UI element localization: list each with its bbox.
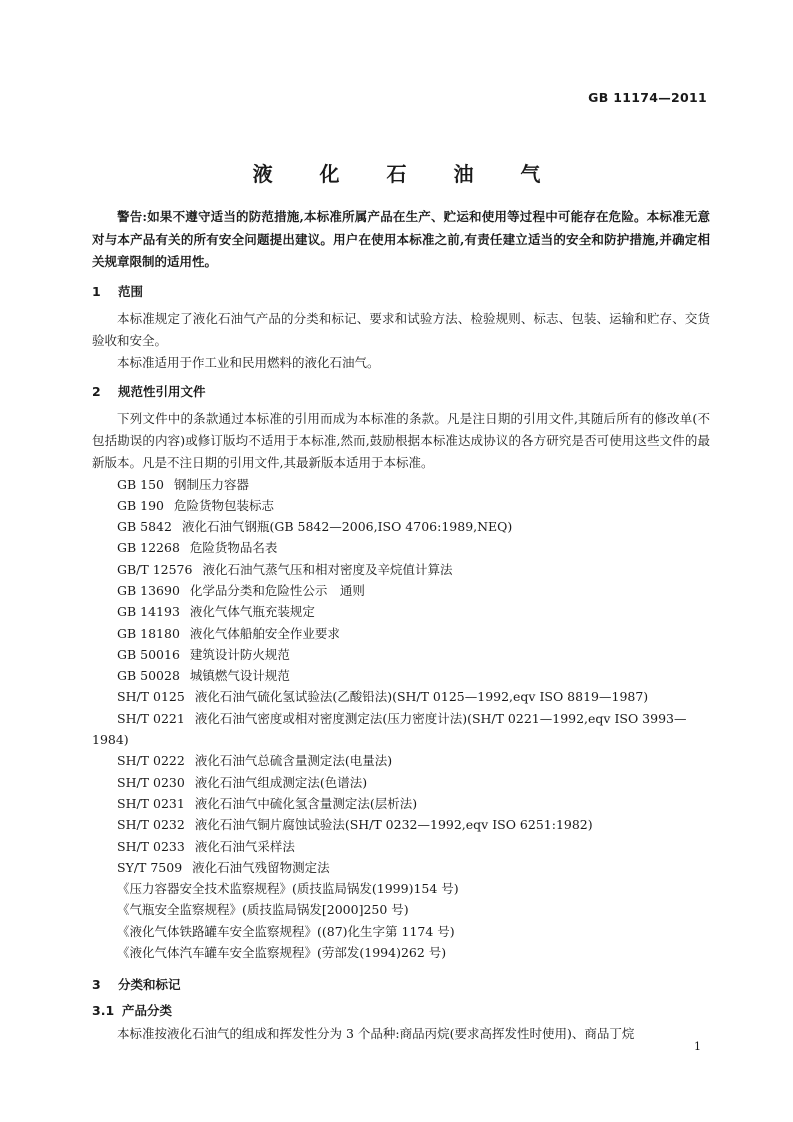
classification-paragraph: 本标准按液化石油气的组成和挥发性分为 3 个品种:商品丙烷(要求高挥发性时使用)、商品丁烷 — [117, 1026, 635, 1042]
subsection-number: 3.1 — [92, 1003, 115, 1019]
reference-item — [92, 559, 710, 580]
reference-code: GB 5842 — [117, 519, 172, 535]
reference-code: GB 14193 — [117, 604, 180, 620]
warning-paragraph: 警告:如果不遵守适当的防范措施,本标准所属产品在生产、贮运和使用等过程中可能存在危险。本标准无意对与本产品有关的所有安全问题提出建议。用户在使用本标准之前,有责任建立适当的安全和防护措施,并确定相关规章限制的适用性。 — [92, 209, 710, 269]
references-intro: 下列文件中的条款通过本标准的引用而成为本标准的条款。凡是注日期的引用文件,其随后所有的修改单(不包括勘误的内容)或修订版均不适用于本标准,然而,鼓励根据本标准达成协议的各方研究是否可使用这些文件的最新版本。凡是不注日期的引用文件,其最新版本适用于本标准。 — [92, 410, 710, 470]
reference-title: 液化石油气密度或相对密度测定法(压力密度计法)(SH/T 0221—1992,eqv ISO 3993—1984) — [92, 710, 687, 748]
reference-item — [92, 516, 710, 537]
reference-code: GB 18180 — [117, 625, 180, 641]
reference-item — [92, 601, 710, 622]
document-body — [92, 206, 710, 1045]
reference-item — [92, 814, 710, 835]
section-title: 规范性引用文件 — [118, 383, 206, 399]
section-number: 2 — [92, 383, 101, 399]
subsection-3-1-heading — [92, 1001, 710, 1021]
reference-code: SH/T 0222 — [117, 753, 185, 769]
reference-title: 建筑设计防火规范 — [189, 646, 290, 662]
section-2-heading — [92, 382, 710, 402]
reference-title: 液化气体船舶安全作业要求 — [189, 625, 340, 641]
reference-title: 《气瓶安全监察规程》(质技监局锅发[2000]250 号) — [117, 902, 409, 918]
reference-title: 钢制压力容器 — [174, 476, 250, 492]
reference-title: 《压力容器安全技术监察规程》(质技监局锅发(1999)154 号) — [117, 881, 459, 897]
reference-code: GB/T 12576 — [117, 561, 193, 577]
reference-item — [92, 686, 710, 707]
document-title: 液 化 石 油 气 — [252, 162, 561, 186]
reference-title: 液化石油气铜片腐蚀试验法(SH/T 0232—1992,eqv ISO 6251:1982) — [194, 817, 593, 833]
section-title: 范围 — [118, 283, 144, 299]
reference-title: 液化石油气采样法 — [194, 838, 295, 854]
reference-code: SY/T 7509 — [117, 859, 183, 875]
reference-item — [92, 793, 710, 814]
standard-code: GB 11174—2011 — [588, 90, 707, 105]
reference-item — [92, 878, 710, 899]
reference-item — [92, 580, 710, 601]
section-1-heading — [92, 282, 710, 302]
reference-item — [92, 537, 710, 558]
scope-paragraph: 本标准规定了液化石油气产品的分类和标记、要求和试验方法、检验规则、标志、包装、运输和贮存、交货验收和安全。 — [92, 310, 710, 348]
reference-code: GB 12268 — [117, 540, 180, 556]
reference-title: 《液化气体铁路罐车安全监察规程》((87)化生字第 1174 号) — [117, 923, 455, 939]
reference-code: GB 50028 — [117, 668, 180, 684]
reference-title: 液化石油气蒸气压和相对密度及辛烷值计算法 — [202, 561, 453, 577]
section-number: 1 — [92, 283, 101, 299]
reference-item — [92, 836, 710, 857]
reference-list — [92, 474, 710, 964]
reference-title: 液化石油气组成测定法(色谱法) — [194, 774, 368, 790]
section-title: 分类和标记 — [118, 977, 181, 993]
reference-code: SH/T 0230 — [117, 774, 185, 790]
reference-title: 危险货物包装标志 — [174, 497, 275, 513]
reference-code: SH/T 0221 — [117, 710, 185, 726]
reference-title: 液化石油气钢瓶(GB 5842—2006,ISO 4706:1989,NEQ) — [181, 519, 513, 535]
reference-code: GB 150 — [117, 476, 165, 492]
reference-item — [92, 921, 710, 942]
reference-title: 危险货物品名表 — [189, 540, 278, 556]
reference-item — [92, 474, 710, 495]
reference-title: 液化石油气总硫含量测定法(电量法) — [194, 753, 393, 769]
section-3-heading — [92, 975, 710, 995]
reference-code: GB 13690 — [117, 582, 180, 598]
reference-item — [92, 644, 710, 665]
section-number: 3 — [92, 977, 101, 993]
subsection-title: 产品分类 — [122, 1003, 173, 1019]
reference-title: 城镇燃气设计规范 — [189, 668, 290, 684]
reference-item — [92, 857, 710, 878]
reference-item — [92, 942, 710, 963]
page-number: 1 — [694, 1040, 701, 1053]
reference-title: 液化气体气瓶充装规定 — [189, 604, 315, 620]
reference-code: GB 50016 — [117, 646, 180, 662]
scope-paragraph: 本标准适用于作工业和民用燃料的液化石油气。 — [117, 354, 380, 370]
reference-item — [92, 708, 710, 751]
reference-item — [92, 495, 710, 516]
reference-item — [92, 772, 710, 793]
reference-code: SH/T 0233 — [117, 838, 185, 854]
reference-code: SH/T 0125 — [117, 689, 185, 705]
reference-code: SH/T 0232 — [117, 817, 185, 833]
reference-code: SH/T 0231 — [117, 795, 185, 811]
reference-item — [92, 750, 710, 771]
reference-code: GB 190 — [117, 497, 165, 513]
reference-title: 化学品分类和危险性公示 通则 — [189, 582, 365, 598]
reference-item — [92, 899, 710, 920]
reference-item — [92, 665, 710, 686]
reference-title: 《液化气体汽车罐车安全监察规程》(劳部发(1994)262 号) — [117, 945, 447, 961]
reference-item — [92, 623, 710, 644]
reference-title: 液化石油气硫化氢试验法(乙酸铅法)(SH/T 0125—1992,eqv ISO 8819—1987) — [194, 689, 649, 705]
reference-title: 液化石油气残留物测定法 — [192, 859, 330, 875]
reference-title: 液化石油气中硫化氢含量测定法(层析法) — [194, 795, 418, 811]
